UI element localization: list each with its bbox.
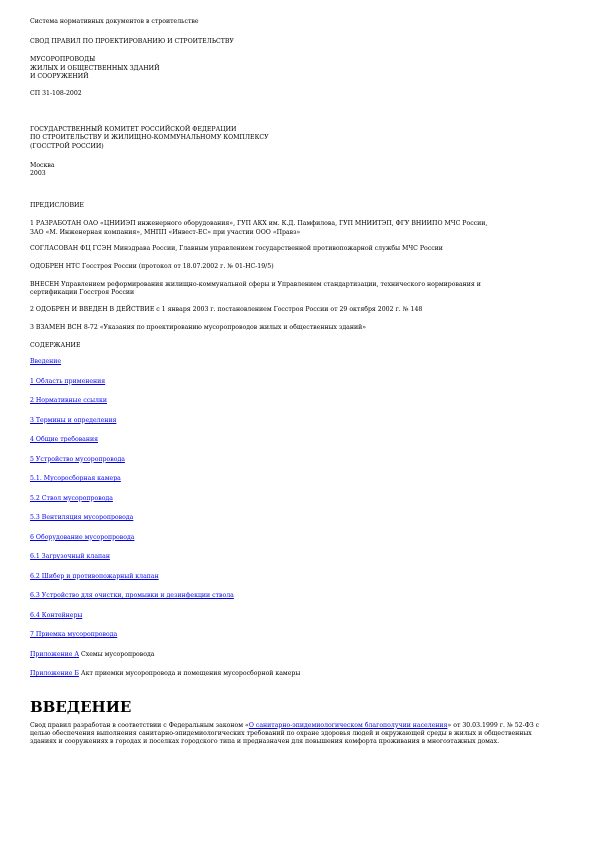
document-number: СП 31-108-2002 <box>30 90 82 98</box>
title-line: МУСОРОПРОВОДЫ <box>30 56 96 64</box>
toc-item <box>30 553 570 573</box>
toc-item <box>30 573 570 593</box>
toc-link[interactable]: 6.4 Контейнеры <box>30 611 83 619</box>
toc-item <box>30 378 570 398</box>
toc-item <box>30 651 570 671</box>
foreword-heading: ПРЕДИСЛОВИЕ <box>30 202 84 210</box>
foreword-text: ЗАО «М. Инженерная компания», МНПП «Инвест-ЕС» при участии ООО «Правз» <box>30 228 301 236</box>
toc-link[interactable]: 6.1 Загрузочный клапан <box>30 553 110 561</box>
toc-item <box>30 670 570 690</box>
contents-heading: СОДЕРЖАНИЕ <box>30 342 81 350</box>
authority-line: (ГОССТРОЙ РОССИИ) <box>30 142 104 150</box>
authority-line: ГОСУДАРСТВЕННЫЙ КОМИТЕТ РОССИЙСКОЙ ФЕДЕРАЦИИ <box>30 126 237 134</box>
foreword-item: 2 ОДОБРЕН И ВВЕДЕН В ДЕЙСТВИЕ с 1 января 2003 г. постановлением Госстроя России от 29 октября 2002 г. № 148 <box>30 305 423 313</box>
toc-link[interactable]: 6 Оборудование мусоропровода <box>30 533 135 541</box>
foreword-text: сертификации Госстроя России <box>30 289 135 297</box>
toc-link[interactable]: Приложение Б <box>30 670 79 678</box>
document-title <box>30 56 570 81</box>
toc-link[interactable]: 5.3 Вентиляция мусоропровода <box>30 514 134 522</box>
foreword-item: 3 ВЗАМЕН ВСН 8-72 «Указания по проектированию мусоропроводов жилых и общественных зданий» <box>30 323 366 331</box>
intro-text: » от 30.03.1999 г. № 52-ФЗ с целью обеспечения выполнения санитарно-эпидемиологических требований по охране здоровья людей и окружающей среды в жилых и общественных зданиях и сооружениях в городах и поселках городского типа и предназначен для повышения комфорта проживания в многоэтажных домах. <box>30 721 540 746</box>
authority-line: ПО СТРОИТЕЛЬСТВУ И ЖИЛИЩНО-КОММУНАЛЬНОМУ КОМПЛЕКСУ <box>30 134 269 142</box>
toc-item <box>30 475 570 495</box>
toc-item <box>30 495 570 515</box>
toc-link[interactable]: 6.3 Устройство для очистки, промывки и дезинфекции ствола <box>30 592 234 600</box>
toc-item <box>30 456 570 476</box>
document-page <box>30 18 570 746</box>
toc-link[interactable]: 5.1. Мусоросборная камера <box>30 475 121 483</box>
authority-block <box>30 126 570 151</box>
title-line: ЖИЛЫХ И ОБЩЕСТВЕННЫХ ЗДАНИЙ <box>30 64 160 72</box>
publication-info <box>30 162 570 178</box>
toc-item <box>30 397 570 417</box>
publication-city: Москва <box>30 161 55 169</box>
toc-item <box>30 534 570 554</box>
publication-year: 2003 <box>30 170 46 178</box>
toc-item-text: Акт приемки мусоропровода и помещения мусоросборной камеры <box>78 670 301 678</box>
title-line: И СООРУЖЕНИЙ <box>30 72 89 80</box>
introduction-paragraph <box>30 722 545 747</box>
foreword-item: ОДОБРЕН НТС Госстроя России (протокол от 18.07.2002 г. № 01-НС-19/5) <box>30 263 274 271</box>
toc-link[interactable]: 5 Устройство мусоропровода <box>30 455 125 463</box>
foreword-item: СОГЛАСОВАН ФЦ ГСЭН Минздрава России, Главным управлением государственной противопожарной службы МЧС России <box>30 244 443 252</box>
law-link[interactable]: О санитарно-эпидемиологическом благополучии населения <box>248 721 448 729</box>
toc-link[interactable]: Приложение А <box>30 650 80 658</box>
toc-link[interactable]: 2 Нормативные ссылки <box>30 397 107 405</box>
foreword-item <box>30 220 570 236</box>
foreword-item <box>30 281 570 297</box>
toc-item <box>30 358 570 378</box>
toc-link[interactable]: 7 Приемка мусоропровода <box>30 631 118 639</box>
toc-link[interactable]: 3 Термины и определения <box>30 416 117 424</box>
toc-link[interactable]: 5.2 Ствол мусоропровода <box>30 494 113 502</box>
intro-text: Свод правил разработан в соответствии с Федеральным законом « <box>30 721 249 729</box>
foreword-text: ВНЕСЕН Управлением реформирования жилищно-коммунальной сферы и Управлением стандартизации, технического нормирования и <box>30 281 481 289</box>
toc-item <box>30 592 570 612</box>
toc-link[interactable]: 6.2 Шибер и противопожарный клапан <box>30 572 159 580</box>
table-of-contents <box>30 358 570 690</box>
toc-item <box>30 514 570 534</box>
toc-link[interactable]: 1 Область применения <box>30 377 106 385</box>
toc-link[interactable]: 4 Общие требования <box>30 436 99 444</box>
toc-item <box>30 436 570 456</box>
foreword-text: 1 РАЗРАБОТАН ОАО «ЦНИИЭП инженерного оборудования», ГУП АКХ им. К.Д. Памфилова, ГУП МНИИТЭП, ФГУ ВНИИПО МЧС России, <box>30 220 488 228</box>
toc-item <box>30 631 570 651</box>
toc-item-text: Схемы мусоропровода <box>79 650 155 658</box>
introduction-heading: ВВЕДЕНИЕ <box>30 697 132 716</box>
toc-item <box>30 612 570 632</box>
toc-link[interactable]: Введение <box>30 358 62 366</box>
code-set-title: СВОД ПРАВИЛ ПО ПРОЕКТИРОВАНИЮ И СТРОИТЕЛЬСТВУ <box>30 38 234 46</box>
series-title: Система нормативных документов в строительстве <box>30 18 199 25</box>
toc-item <box>30 417 570 437</box>
